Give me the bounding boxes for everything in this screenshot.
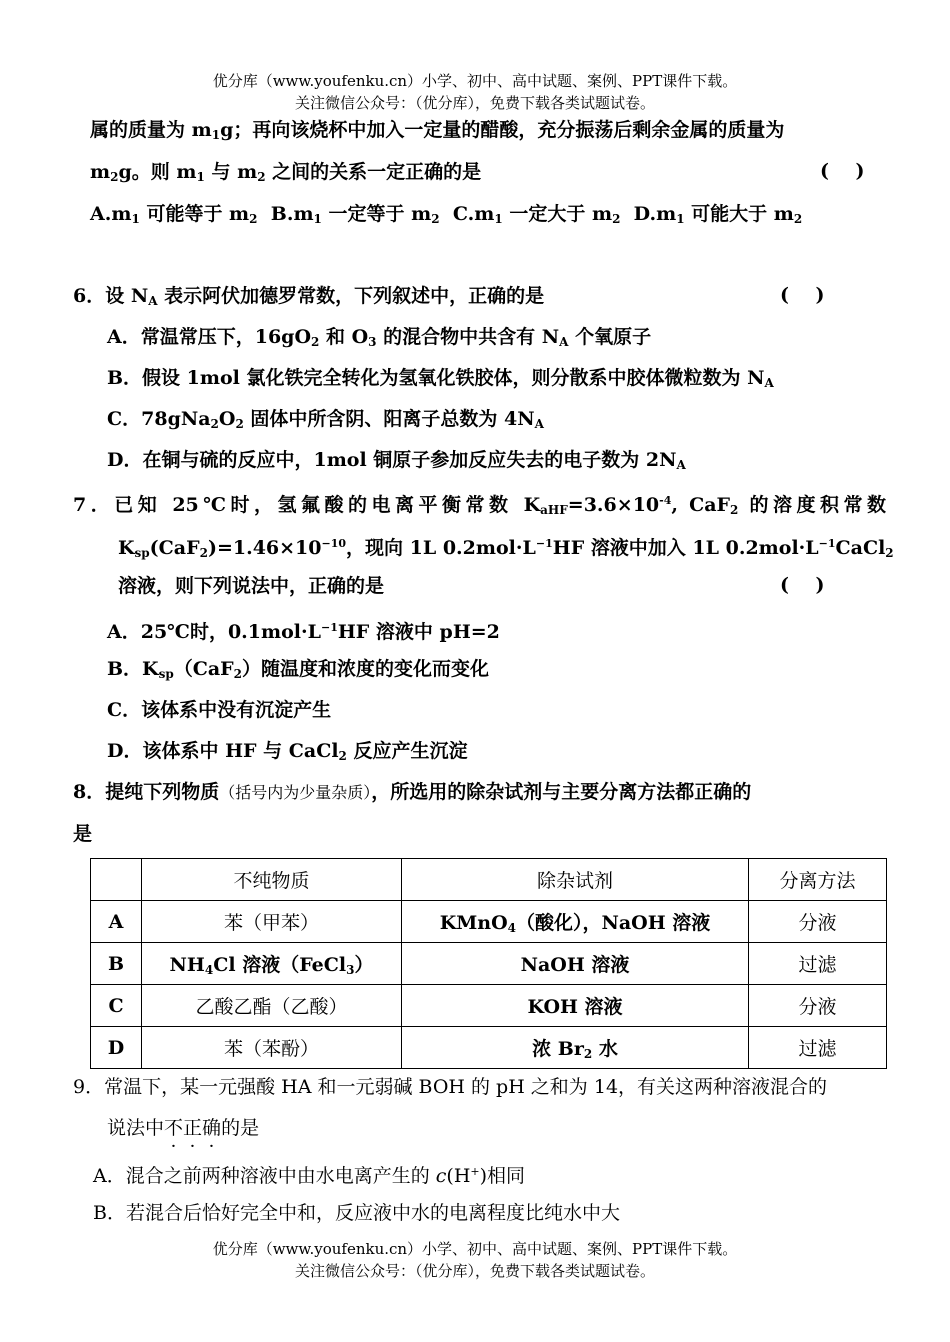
q7-line-1: 7．已知 25℃时，氢氟酸的电离平衡常数 $K_{aHF}=3.6\times 10^{-4}$, CaF$_2$ 的溶度积常数	[73, 494, 886, 517]
q5-options: $A.m_1$ 可能等于 $m_2$ $B.m_1$ 一定等于 $m_2$ $C.m_1$ 一定大于 $m_2$ $D.m_1$ 可能大于 $m_2$	[90, 203, 803, 226]
q9-option-b: B．若混合后恰好完全中和，反应液中水的电离程度比纯水中大	[93, 1202, 620, 1224]
emphasis-dot: 正	[183, 1117, 203, 1139]
row-reagent: NaOH 溶液	[402, 943, 749, 985]
q6-option-c: C．$78gNa_2O_2$ 固体中所含阴、阳离子总数为 $4N_A$	[107, 408, 544, 431]
q5-line-1: 属的质量为 $m_1g$；再向该烧杯中加入一定量的醋酸，充分振荡后剩余金属的质量为	[90, 119, 785, 142]
q7-option-b: B．$K_{sp}(CaF_2)$随温度和浓度的变化而变化	[107, 658, 490, 681]
row-reagent: KMnO$_4$（酸化），NaOH 溶液	[402, 901, 749, 943]
q8-options-table	[90, 858, 887, 1069]
row-reagent: 浓 $Br_2$ 水	[402, 1027, 749, 1069]
q9-option-a: A．混合之前两种溶液中由水电离产生的 c(H+)相同	[93, 1165, 526, 1187]
q9-stem-2: 说法中不正确的是	[107, 1117, 260, 1139]
row-substance: 乙酸乙酯（乙酸）	[142, 985, 402, 1027]
table-header-reagent: 除杂试剂	[402, 859, 749, 901]
footer-line-1: 优分库（www.youfenku.cn）小学、初中、高中试题、案例、PPT课件下载。	[212, 1240, 738, 1258]
table-row	[91, 901, 887, 943]
q6-option-d: D．在铜与硫的反应中，1mol 铜原子参加反应失去的电子数为 $2N_A$	[107, 449, 686, 472]
row-substance: 苯（苯酚）	[142, 1027, 402, 1069]
table-header-substance: 不纯物质	[142, 859, 402, 901]
table-header-method: 分离方法	[749, 859, 887, 901]
table-header-blank	[91, 859, 142, 901]
q5-line-2: $m_2g$。则 $m_1$ 与 $m_2$ 之间的关系一定正确的是	[90, 161, 482, 184]
emphasis-dot: 不	[164, 1117, 184, 1139]
table-row	[91, 943, 887, 985]
q6-option-b: B．假设 1mol 氯化铁完全转化为氢氧化铁胶体，则分散系中胶体微粒数为 $N_A$	[107, 367, 774, 390]
row-reagent: KOH 溶液	[402, 985, 749, 1027]
table-row	[91, 985, 887, 1027]
q5-answer-paren: ( )	[820, 160, 865, 182]
header-line-2: 关注微信公众号：（优分库），免费下载各类试题试卷。	[294, 94, 655, 112]
row-label: D	[91, 1027, 142, 1069]
row-label: A	[91, 901, 142, 943]
table-header-row	[91, 859, 887, 901]
q6-answer-paren: ( )	[780, 284, 825, 306]
q9-stem-1: 9．常温下，某一元强酸 HA 和一元弱碱 BOH 的 pH 之和为 14，有关这两种溶液混合的	[73, 1076, 828, 1098]
q7-option-d: D．该体系中 HF 与 CaCl$_2$ 反应产生沉淀	[107, 740, 468, 763]
q7-option-a: A．25℃时，$0.1mol\cdot L^{-1}HF$ 溶液中 pH=2	[107, 621, 500, 643]
row-method: 分液	[749, 985, 887, 1027]
q7-line-2: $K_{sp}(CaF_2)=1.46\times 10^{-10}$，现向 1L $0.2mol\cdot L^{-1}HF$ 溶液中加入 1L $0.2mol\cdot L^{-1}CaCl_2$	[118, 537, 894, 560]
q7-line-3: 溶液，则下列说法中，正确的是	[118, 575, 385, 597]
q6-stem: 6．设 $N_A$ 表示阿伏加德罗常数，下列叙述中，正确的是	[73, 285, 545, 308]
table-row	[91, 1027, 887, 1069]
row-label: C	[91, 985, 142, 1027]
q8-stem-1: 8．提纯下列物质（括号内为少量杂质），所选用的除杂试剂与主要分离方法都正确的	[73, 781, 752, 803]
row-method: 过滤	[749, 1027, 887, 1069]
row-method: 分液	[749, 901, 887, 943]
q7-option-c: C．该体系中没有沉淀产生	[107, 699, 332, 721]
q7-answer-paren: ( )	[780, 574, 825, 596]
row-substance: 苯（甲苯）	[142, 901, 402, 943]
row-label: B	[91, 943, 142, 985]
q6-option-a: A．常温常压下，$16gO_2$ 和 $O_3$ 的混合物中共含有 $N_A$ 个氧原子	[107, 326, 652, 349]
row-method: 过滤	[749, 943, 887, 985]
q8-stem-2: 是	[73, 823, 93, 845]
header-line-1: 优分库（www.youfenku.cn）小学、初中、高中试题、案例、PPT课件下载。	[212, 72, 738, 90]
emphasis-dot: 确	[202, 1117, 222, 1139]
row-substance: $NH_4Cl$ 溶液（FeCl$_3$）	[142, 943, 402, 985]
footer-line-2: 关注微信公众号：（优分库），免费下载各类试题试卷。	[294, 1262, 655, 1280]
